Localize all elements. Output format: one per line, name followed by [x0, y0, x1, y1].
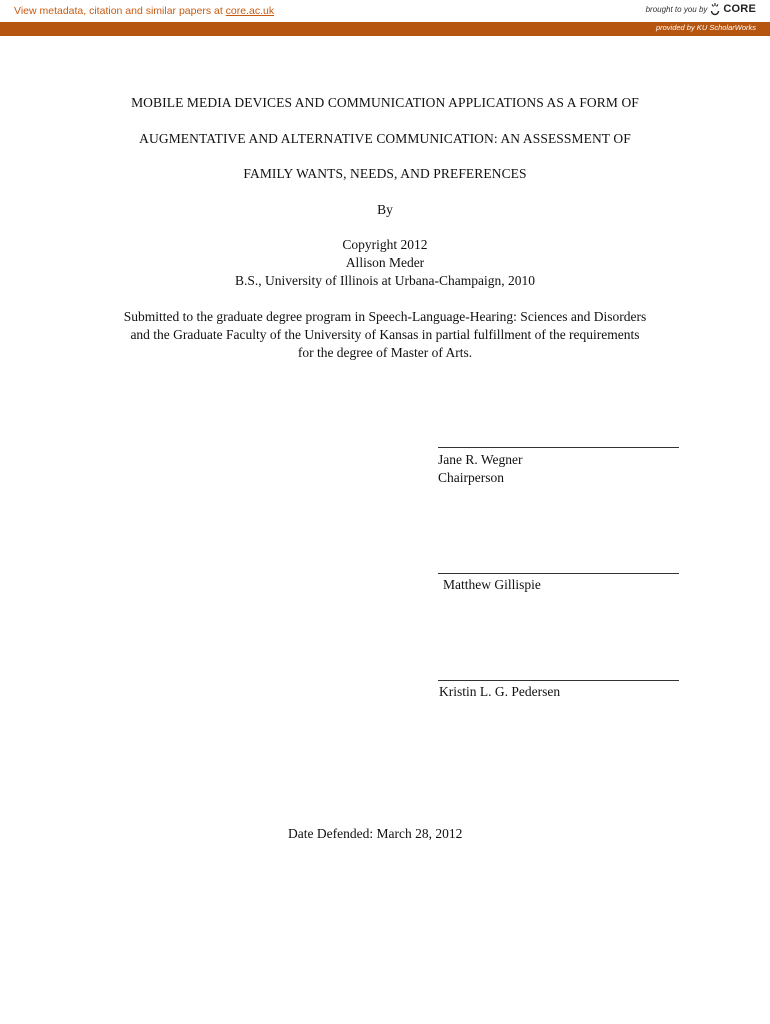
title-line-1: MOBILE MEDIA DEVICES AND COMMUNICATION APPLICATIONS AS A FORM OF: [131, 95, 639, 110]
core-banner: [0, 0, 770, 22]
copyright-line: Copyright 2012: [342, 237, 428, 252]
core-url-link[interactable]: core.ac.uk: [225, 5, 275, 17]
signature-line-2: [438, 573, 679, 574]
by-label: By: [377, 202, 393, 217]
core-provided-text[interactable]: provided by KU ScholarWorks: [655, 23, 756, 32]
date-defended: Date Defended: March 28, 2012: [288, 826, 463, 841]
signature-role-1: Chairperson: [438, 470, 504, 485]
signature-name-1: Jane R. Wegner: [438, 452, 523, 467]
signature-name-3: Kristin L. G. Pedersen: [439, 684, 561, 699]
signature-line-1: [438, 447, 679, 448]
core-logo-icon: [710, 2, 720, 16]
submission-line-2: and the Graduate Faculty of the University of Kansas in partial fulfillment of the requirements: [130, 327, 640, 342]
prior-degree: B.S., University of Illinois at Urbana-Champaign, 2010: [235, 273, 535, 288]
signature-line-3: [438, 680, 679, 681]
core-provided-bar: [0, 22, 770, 36]
title-line-3: FAMILY WANTS, NEEDS, AND PREFERENCES: [243, 166, 527, 181]
core-brought-by[interactable]: [646, 2, 756, 16]
core-brought-text: brought to you by: [645, 4, 708, 14]
core-brand: CORE: [723, 3, 756, 15]
title-line-2: AUGMENTATIVE AND ALTERNATIVE COMMUNICATION: AN ASSESSMENT OF: [139, 131, 631, 146]
submission-line-3: for the degree of Master of Arts.: [297, 345, 473, 360]
core-metadata-link-line: [14, 5, 274, 17]
signature-name-2: Matthew Gillispie: [443, 577, 541, 592]
submission-line-1: Submitted to the graduate degree program in Speech-Language-Hearing: Sciences and Disorders: [123, 309, 647, 324]
core-metadata-text: View metadata, citation and similar papers at: [14, 5, 226, 17]
author-name: Allison Meder: [345, 255, 425, 270]
